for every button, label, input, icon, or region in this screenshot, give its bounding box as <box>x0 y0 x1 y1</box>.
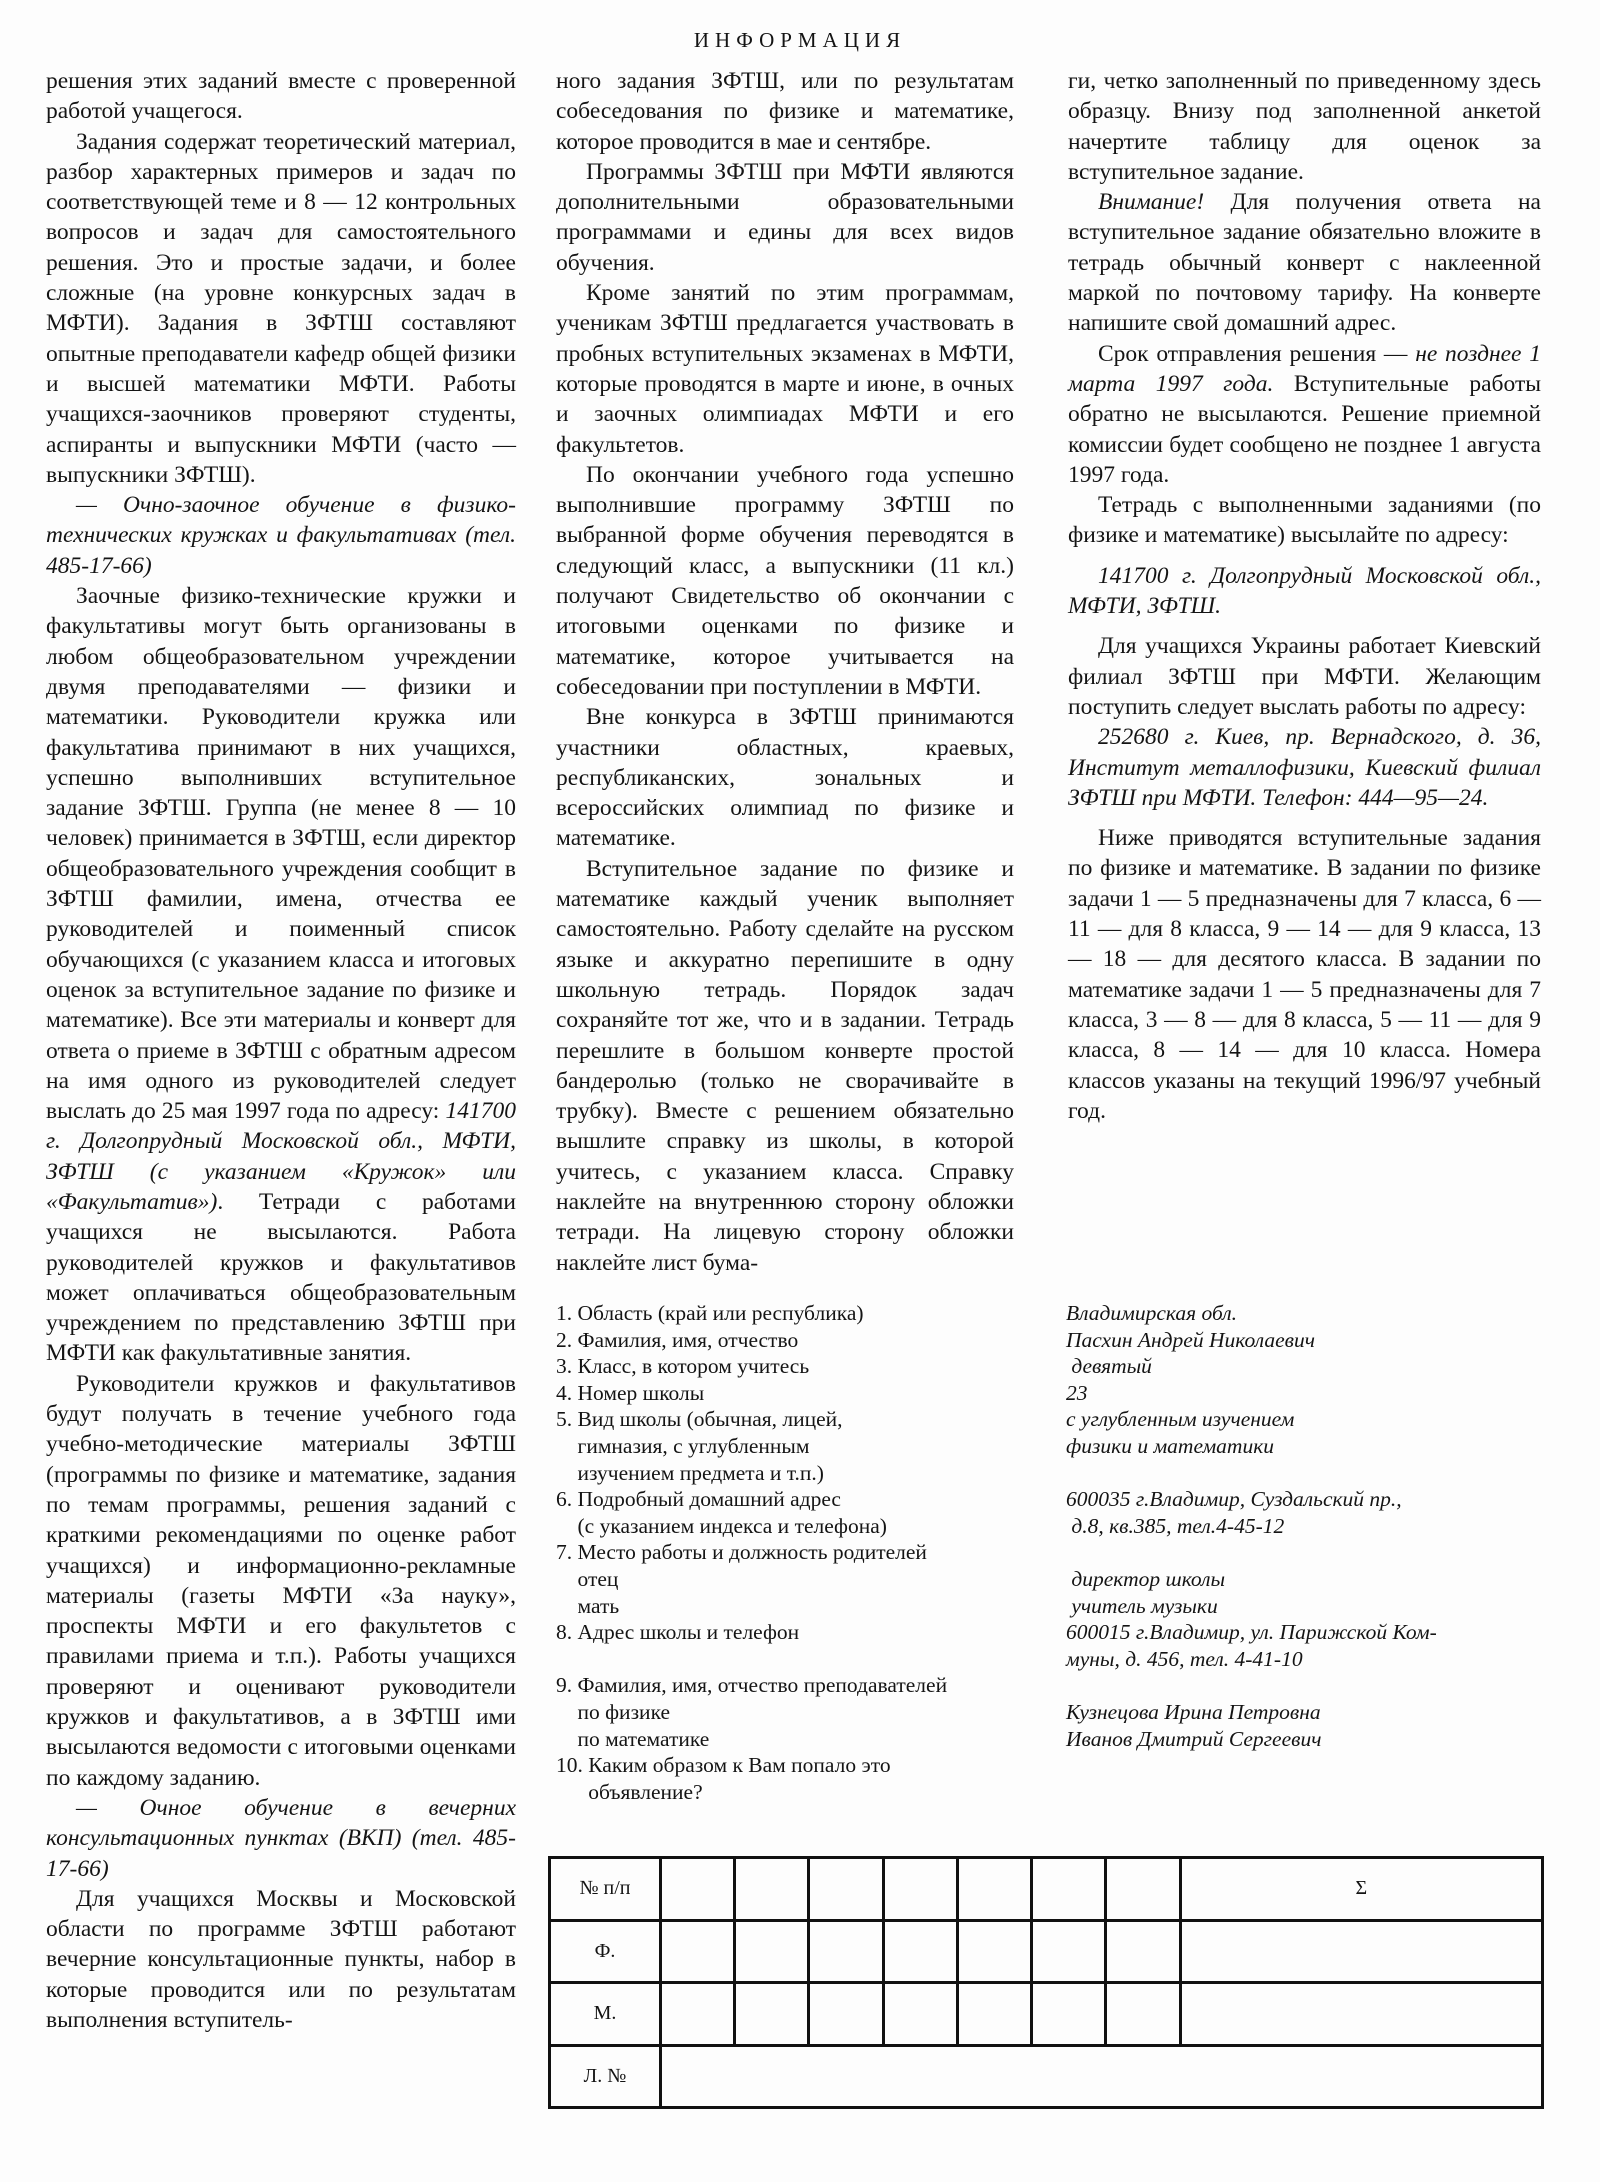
row-label: № п/п <box>550 1858 661 1921</box>
form-field-label: по математике <box>556 1726 710 1751</box>
paragraph: Задания содержат теоретический материал, разбор характерных примеров и задач по соответствующей теме и 8 — 12 контрольных вопросов и задач для самостоятельного решения. Это и простые задачи, и более сложные (на уровне конкурсных задач в МФТИ). Задания в ЗФТШ составляют опытные преподаватели кафедр общей физики и высшей математики МФТИ. Работы учащихся-заочников проверяют студенты, аспиранты и выпускники МФТИ (часто — выпускники ЗФТШ). <box>46 128 516 488</box>
section-heading: — Очно-заочное обучение в физико-технических кружках и факультативах (тел. 485-17-66) <box>46 492 516 579</box>
grade-cell[interactable] <box>661 1983 735 2046</box>
grade-cell[interactable] <box>735 1920 809 1983</box>
grade-cell[interactable] <box>1106 1858 1180 1921</box>
page-header: ИНФОРМАЦИЯ <box>693 28 907 52</box>
form-field-label: 5. Вид школы (обычная, лицей, <box>556 1407 843 1432</box>
paragraph: Руководители кружков и факультативов будут получать в течение учебного года учебно-методические материалы ЗФТШ (программы по физике и математике, задания по темам программы, решения заданий с краткими рекомендациями по оценке работ учащихся) и информационно-рекламные материалы (газеты МФТИ «За науку», проспекты МФТИ и его факультетов с правилами приема и т.п.). Работы учащихся проверяют и оценивают руководители кружков и факультативов, а в ЗФТШ ими высылаются ведомости с итоговыми оценками по каждому заданию. <box>46 1370 516 1791</box>
form-sample-value: Пасхин Андрей Николаевич <box>1066 1327 1315 1352</box>
row-label: Л. № <box>550 2045 661 2108</box>
column-3 <box>1068 66 1541 1126</box>
attention-paragraph: Внимание! Для получения ответа на вступительное задание обязательно вложите в тетрадь обычный конверт с наклеенной маркой по почтовому тарифу. На конверте напишите свой домашний адрес. <box>1068 189 1541 337</box>
grade-cell[interactable] <box>1032 1858 1106 1921</box>
paragraph: Для учащихся Москвы и Московской области по программе ЗФТШ работают вечерние консультационные пункты, набор в которые проводится или по результатам выполнения вступитель- <box>46 1885 516 2033</box>
form-field-label: по физике <box>556 1699 671 1724</box>
grade-cell[interactable] <box>883 1983 957 2046</box>
sum-header: Σ <box>1180 1858 1542 1921</box>
form-sample-value: с углубленным изучением <box>1066 1407 1295 1432</box>
paragraph: решения этих заданий вместе с проверенной работой учащегося. <box>46 68 516 125</box>
form-sample-value: д.8, кв.385, тел.4-45-12 <box>1066 1513 1285 1538</box>
grade-table <box>548 1856 1544 2109</box>
sum-cell[interactable] <box>1180 1920 1542 1983</box>
form-field-label: 6. Подробный домашний адрес <box>556 1487 841 1512</box>
grade-cell[interactable] <box>1106 1920 1180 1983</box>
form-sample-value: директор школы <box>1066 1566 1226 1591</box>
address-kiev: 252680 г. Киев, пр. Вернадского, д. 36, Институт металлофизики, Киевский филиал ЗФТШ при МФТИ. Телефон: 444—95—24. <box>1068 724 1541 811</box>
grade-table-row <box>550 1983 1543 2046</box>
form-sample-value <box>1066 1460 1586 1487</box>
form-field-label: 4. Номер школы <box>556 1380 705 1405</box>
section-heading: — Очное обучение в вечерних консультационных пунктах (ВКП) (тел. 485-17-66) <box>46 1794 516 1882</box>
form-field-label: 10. Каким образом к Вам попало это <box>556 1753 891 1778</box>
grade-cell[interactable] <box>661 1858 735 1921</box>
paragraph: ги, четко заполненный по приведенному здесь образцу. Внизу под заполненной анкетой начертите таблицу для оценок за вступительное задание. <box>1068 68 1541 185</box>
form-sample-value: 600015 г.Владимир, ул. Парижской Ком- <box>1066 1620 1437 1645</box>
grade-cell[interactable] <box>1032 1920 1106 1983</box>
form-field-label: мать <box>556 1593 620 1618</box>
grade-table-row <box>550 2045 1543 2108</box>
form-field-label: отец <box>556 1566 619 1591</box>
grade-cell[interactable] <box>661 2045 1543 2108</box>
grade-table-row <box>550 1858 1543 1921</box>
form-field-label: 1. Область (край или республика) <box>556 1301 864 1325</box>
form-sample-value: девятый <box>1066 1354 1152 1379</box>
grade-cell[interactable] <box>735 1983 809 2046</box>
column-2 <box>556 66 1014 1278</box>
form-sample-values <box>1066 1300 1586 1752</box>
paragraph: ного задания ЗФТШ, или по результатам собеседования по физике и математике, которое проводится в мае и сентябре. <box>556 68 1014 155</box>
grade-table-row <box>550 1920 1543 1983</box>
grade-cell[interactable] <box>957 1858 1031 1921</box>
form-sample-value: физики и математики <box>1066 1433 1275 1458</box>
form-sample-value <box>1066 1672 1586 1699</box>
form-sample-value: учитель музыки <box>1066 1593 1218 1618</box>
grade-cell[interactable] <box>809 1983 883 2046</box>
form-field-label: объявление? <box>556 1779 703 1804</box>
form-sample-value: Владимирская обл. <box>1066 1301 1238 1325</box>
paragraph: Заочные физико-технические кружки и факультативы могут быть организованы в любом общеобразовательном учреждении двумя преподавателями — физики и математики. Руководители кружка или факультатива принимают в них учащихся, успешно выполнивших вступительное задание ЗФТШ. Группа (не менее 8 — 10 человек) принимается в ЗФТШ, если директор общеобразовательного учреждения сообщит в ЗФТШ фамилии, имена, отчества ее руководителей и поименный список обучающихся (с указанием класса и итоговых оценок за вступительное задание по физике и математике). Все эти материалы и конверт для ответа о приеме в ЗФТШ с обратным адресом на имя одного из руководителей следует выслать до 25 мая 1997 года по адресу: 141700 г. Долгопрудный Московской обл., МФТИ, ЗФТШ (с указанием «Кружок» или «Факультатив»). Тетради с работами учащихся не высылаются. Работа руководителей кружков и факультативов может оплачиваться общеобразовательным учреждением по представлению ЗФТШ при МФТИ как факультативные занятия. <box>46 583 517 1367</box>
form-field-label: 2. Фамилия, имя, отчество <box>556 1327 799 1352</box>
sum-cell[interactable] <box>1180 1983 1542 2046</box>
paragraph: Для учащихся Украины работает Киевский филиал ЗФТШ при МФТИ. Желающим поступить следует выслать работы по адресу: <box>1068 633 1541 720</box>
paragraph: Тетрадь с выполненными заданиями (по физике и математике) высылайте по адресу: <box>1068 492 1541 549</box>
form-field-list <box>556 1300 1056 1805</box>
grade-cell[interactable] <box>809 1920 883 1983</box>
form-sample-value: муны, д. 456, тел. 4-41-10 <box>1066 1646 1303 1671</box>
form-field-label: 8. Адрес школы и телефон <box>556 1620 800 1645</box>
form-sample-value <box>1066 1539 1586 1566</box>
column-1 <box>46 66 516 2035</box>
row-label: М. <box>550 1983 661 2046</box>
grade-cell[interactable] <box>1032 1983 1106 2046</box>
form-field-label: 7. Место работы и должность родителей <box>556 1540 927 1565</box>
form-field-label: гимназия, с углубленным <box>556 1433 810 1458</box>
grade-cell[interactable] <box>661 1920 735 1983</box>
form-field-label: изучением предмета и т.п.) <box>556 1460 824 1485</box>
grade-cell[interactable] <box>1106 1983 1180 2046</box>
address-dolgoprudny: 141700 г. Долгопрудный Московской обл., МФТИ, ЗФТШ. <box>1068 562 1541 620</box>
grade-cell[interactable] <box>883 1858 957 1921</box>
form-field-label: (с указанием индекса и телефона) <box>556 1513 887 1538</box>
paragraph: По окончании учебного года успешно выполнившие программу ЗФТШ по выбранной форме обучения переводятся в следующий класс, а выпускники (11 кл.) получают Свидетельство об окончании с итоговыми оценками по физике и математике, которое учитывается на собеседовании при поступлении в МФТИ. <box>556 461 1014 700</box>
form-field-label: 3. Класс, в котором учитесь <box>556 1354 810 1379</box>
paragraph: Программы ЗФТШ при МФТИ являются дополнительными образовательными программами и едины для всех видов обучения. <box>556 158 1014 276</box>
grade-cell[interactable] <box>735 1858 809 1921</box>
form-sample-value: 23 <box>1066 1380 1088 1405</box>
grade-cell[interactable] <box>883 1920 957 1983</box>
form-sample-value: Кузнецова Ирина Петровна <box>1066 1699 1321 1724</box>
grade-cell[interactable] <box>957 1920 1031 1983</box>
row-label: Ф. <box>550 1920 661 1983</box>
paragraph: Вне конкурса в ЗФТШ принимаются участники областных, краевых, республиканских, зональных и всероссийских олимпиад по физике и математике. <box>556 704 1014 852</box>
form-field-label: 9. Фамилия, имя, отчество преподавателей <box>556 1673 948 1698</box>
form-field-label <box>556 1646 1056 1673</box>
form-sample-value: Иванов Дмитрий Сергеевич <box>1066 1726 1322 1751</box>
form-sample-value: 600035 г.Владимир, Суздальский пр., <box>1066 1487 1402 1512</box>
grade-cell[interactable] <box>957 1983 1031 2046</box>
address-italic: 141700 г. Долгопрудный Московской обл., МФТИ, ЗФТШ (с указанием «Кружок» или «Факультатив») <box>46 1098 517 1215</box>
paragraph: Ниже приводятся вступительные задания по физике и математике. В задании по физике задачи 1 — 5 предназначены для 7 класса, 6 — 11 — для 8 класса, 9 — 14 — для 9 класса, 13 — 18 — для десятого класса. В задании по математике задачи 1 — 5 предназначены для 7 класса, 3 — 8 — для 8 класса, 5 — 11 — для 9 класса, 8 — 14 — для 10 класса. Номера классов указаны на текущий 1996/97 учебный год. <box>1068 825 1541 1124</box>
paragraph: Кроме занятий по этим программам, ученикам ЗФТШ предлагается участвовать в пробных вступительных экзаменах в МФТИ, которые проводятся в марте и июне, в очных и заочных олимпиадах МФТИ и его факультетов. <box>556 280 1014 458</box>
paragraph: Вступительное задание по физике и математике каждый ученик выполняет самостоятельно. Работу сделайте на русском языке и аккуратно перепишите в одну школьную тетрадь. Порядок задач сохраняйте тот же, что и в задании. Тетрадь перешлите в большом конверте простой бандеролью (только не сворачивайте в трубку). Вместе с решением обязательно вышлите справку из школы, в которой учитесь, с указанием класса. Справку наклейте на внутреннюю сторону обложки тетради. На лицевую сторону обложки наклейте лист бума- <box>556 855 1014 1276</box>
grade-cell[interactable] <box>809 1858 883 1921</box>
deadline-paragraph: Срок отправления решения — не позднее 1 марта 1997 года. Вступительные работы обратно не высылаются. Решение приемной комиссии будет сообщено не позднее 1 августа 1997 года. <box>1068 340 1542 488</box>
